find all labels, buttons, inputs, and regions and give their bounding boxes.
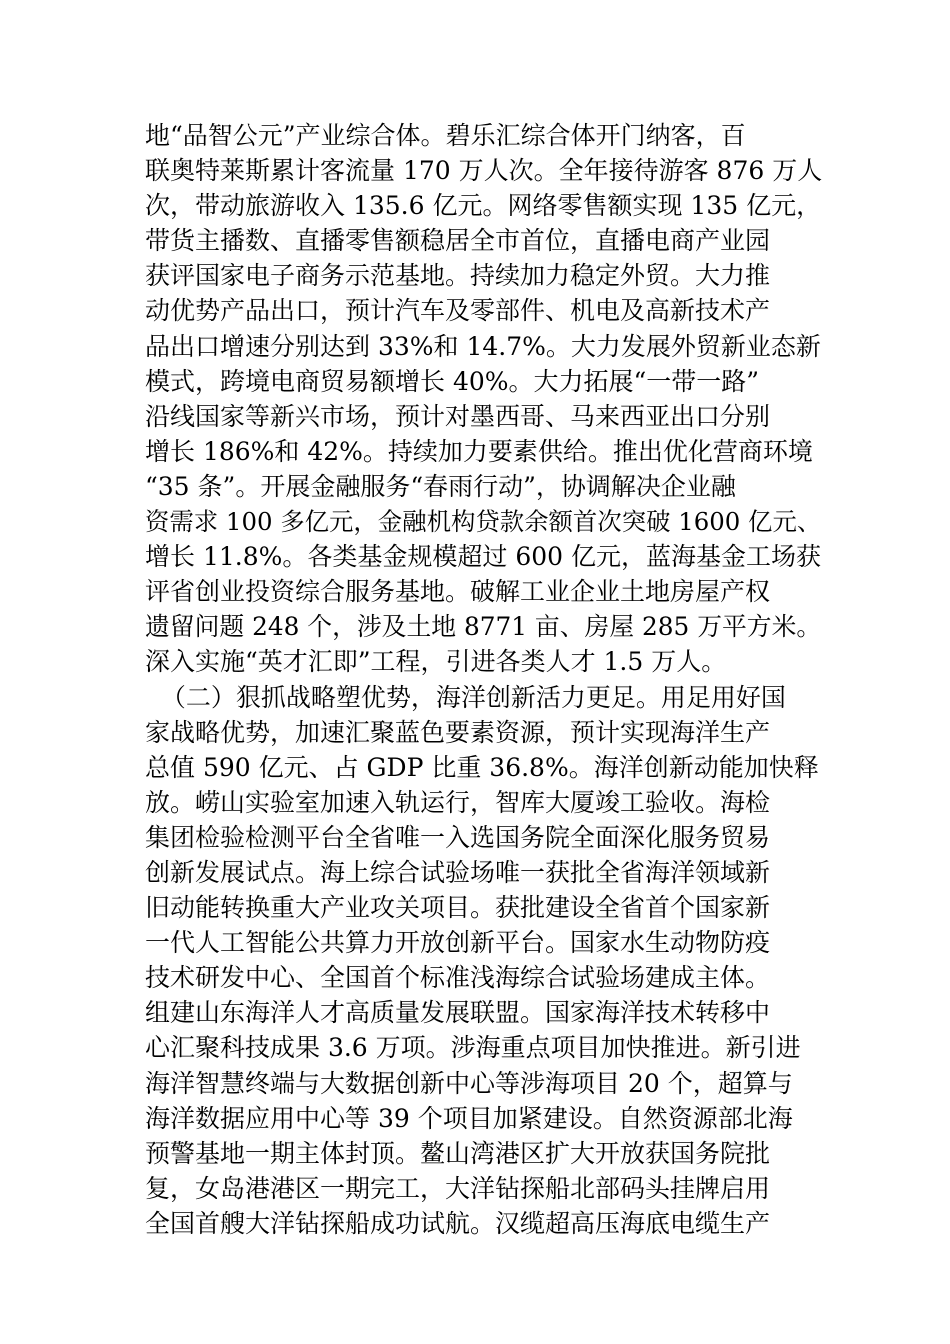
- text-line: 品出口增速分别达到 33%和 14.7%。大力发展外贸新业态新: [145, 331, 821, 361]
- text-line: 复，女岛港港区一期完工，大洋钻探船北部码头挂牌启用: [145, 1173, 771, 1203]
- text-line: 家战略优势，加速汇聚蓝色要素资源，预计实现海洋生产: [145, 717, 771, 747]
- text-line: 技术研发中心、全国首个标准浅海综合试验场建成主体。: [145, 963, 771, 993]
- text-line: 旧动能转换重大产业攻关项目。获批建设全省首个国家新: [145, 893, 771, 923]
- text-line: 海洋数据应用中心等 39 个项目加紧建设。自然资源部北海: [145, 1103, 793, 1133]
- text-line: 集团检验检测平台全省唯一入选国务院全面深化服务贸易: [145, 822, 771, 852]
- text-line: 资需求 100 多亿元，金融机构贷款余额首次突破 1600 亿元、: [145, 507, 822, 537]
- text-line: 获评国家电子商务示范基地。持续加力稳定外贸。大力推: [145, 261, 771, 291]
- text-line: 增长 11.8%。各类基金规模超过 600 亿元，蓝海基金工场获: [145, 542, 821, 572]
- text-line: 评省创业投资综合服务基地。破解工业企业土地房屋产权: [145, 577, 771, 607]
- section-heading-line: （二）狠抓战略塑优势，海洋创新活力更足。用足用好国: [145, 682, 786, 712]
- text-line: 深入实施“英才汇即”工程，引进各类人才 1.5 万人。: [145, 647, 727, 677]
- text-line: 带货主播数、直播零售额稳居全市首位，直播电商产业园: [145, 226, 771, 256]
- text-line: 创新发展试点。海上综合试验场唯一获批全省海洋领域新: [145, 857, 771, 887]
- text-line: 心汇聚科技成果 3.6 万项。涉海重点项目加快推进。新引进: [145, 1033, 801, 1063]
- text-line: 次，带动旅游收入 135.6 亿元。网络零售额实现 135 亿元，: [145, 191, 822, 221]
- text-line: 全国首艘大洋钻探船成功试航。汉缆超高压海底电缆生产: [145, 1208, 771, 1238]
- text-line: 动优势产品出口，预计汽车及零部件、机电及高新技术产: [145, 296, 771, 326]
- text-line: 总值 590 亿元、占 GDP 比重 36.8%。海洋创新动能加快释: [145, 752, 819, 782]
- text-line: 组建山东海洋人才高质量发展联盟。国家海洋技术转移中: [145, 998, 771, 1028]
- text-line: 遗留问题 248 个，涉及土地 8771 亩、房屋 285 万平方米。: [145, 612, 822, 642]
- text-line: 预警基地一期主体封顶。鳌山湾港区扩大开放获国务院批: [145, 1138, 771, 1168]
- text-line: 一代人工智能公共算力开放创新平台。国家水生动物防疫: [145, 928, 771, 958]
- text-line: 放。崂山实验室加速入轨运行，智库大厦竣工验收。海检: [145, 787, 771, 817]
- text-line: 增长 186%和 42%。持续加力要素供给。推出优化营商环境: [145, 436, 813, 466]
- text-line: “35 条”。开展金融服务“春雨行动”，协调解决企业融: [145, 471, 736, 501]
- text-line: 模式，跨境电商贸易额增长 40%。大力拓展“一带一路”: [145, 366, 760, 396]
- text-line: 地“品智公元”产业综合体。碧乐汇综合体开门纳客，百: [145, 121, 746, 150]
- text-line: 沿线国家等新兴市场，预计对墨西哥、马来西亚出口分别: [145, 401, 771, 431]
- body-text: [145, 118, 825, 1241]
- text-line: 联奥特莱斯累计客流量 170 万人次。全年接待游客 876 万人: [145, 156, 823, 186]
- text-line: 海洋智慧终端与大数据创新中心等涉海项目 20 个，超算与: [145, 1068, 793, 1098]
